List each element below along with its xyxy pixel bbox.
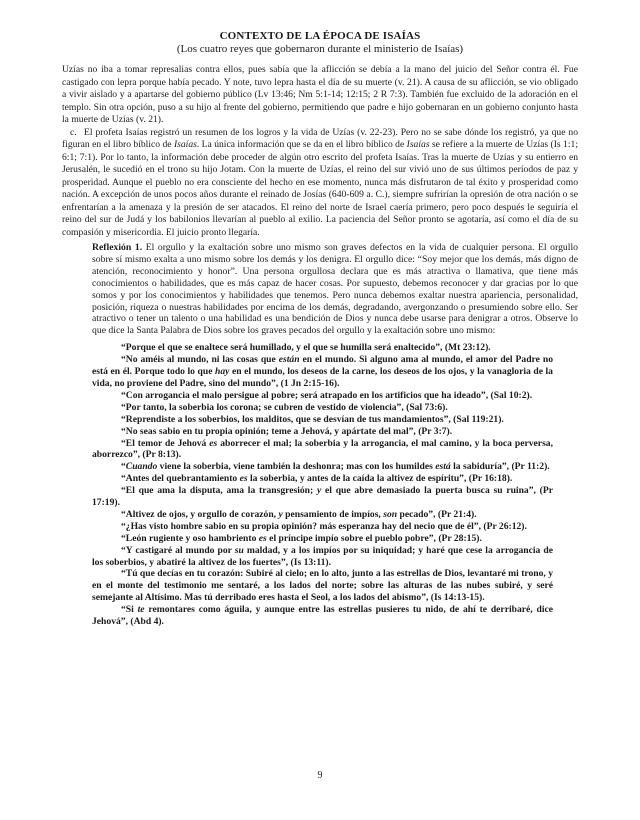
paragraph-isaias-registro — [62, 127, 578, 240]
page-number: 9 — [317, 770, 323, 781]
scripture-quote: “Reprendiste a los soberbios, los malditos, que se desvían de tus mandamientos”, (Sal 119:21). — [121, 413, 504, 425]
paragraph-uzias: Uzías no iba a tomar represalias contra ellos, pues sabía que la aflicción se debía a la mano del juicio del Señor contra él. Fue castigado con lepra porque había pecado. Y note, tuvo lepra hasta el día de su muerte (v. 21). A causa de su aflicción, se vio obligado a vivir aislado y a apartarse del gobierno público (Lv 13:46; Nm 5:1-14; 12:15; 2 R 7:3). También fue excluido de la adoración en el templo. Sin otra opción, puso a su hijo al frente del gobierno, permitiendo que padre e hijo gobernaran en un gobierno conjunto hasta la muerte de Uzías (v. 21). — [62, 64, 578, 125]
reflection-text: El orgullo y la exaltación sobre uno mismo son graves defectos en la vida de cualquier persona. El orgullo sobre sí mismo exalta a uno mismo sobre los demás y los denigra. El orgullo dice: “Soy mejor que los demás, más digno de atención, reconocimiento y honor”. Una persona orgullosa declara que es más atractiva o llamativa, que tiene más conocimientos o habilidades, que es más capaz de hacer cosas. Por supuesto, debemos reconocer y dar gracias por lo que somos y por los conocimientos y habilidades que tenemos. Pero nunca debemos exaltar nuestra apariencia, personalidad, posición, riqueza o nuestras habilidades por encima de los demás, degradando, avergonzando o presumiendo sobre ello. Ser atractivo o tener un talento o una habilidad es una bendición de Dios y nunca debe usarse para denigrar a otros. Observe lo que dice la Santa Palabra de Dios sobre los graves pecados del orgullo y la exaltación sobre uno mismo: — [92, 242, 578, 337]
list-marker-c: c. — [70, 126, 77, 138]
scripture-quote: “¿Has visto hombre sabio en su propia opinión? más esperanza hay del necio que de él”, (Pr 26:12). — [121, 520, 527, 532]
scripture-quote: “Con arrogancia el malo persigue al pobre; será atrapado en los artificios que ha ideado”, (Sal 10:2). — [121, 389, 533, 401]
scripture-quote: “Altivez de ojos, y orgullo de corazón, y pensamiento de impíos, son pecado”, (Pr 21:4). — [121, 508, 477, 520]
reflection-paragraph — [92, 242, 578, 337]
scripture-quote: “No améis al mundo, ni las cosas que están en el mundo. Si alguno ama al mundo, el amor del Padre no está en él. Porque todo lo que hay en el mundo, los deseos de la carne, los deseos de los ojos, y la vanagloria de la vida, no proviene del Padre, sino del mundo”, (1 Jn 2:15-16). — [92, 354, 553, 389]
scripture-quote: “Porque el que se enaltece será humillado, y el que se humilla será enaltecido”, (Mt 23:12). — [121, 342, 491, 354]
scripture-quote: “Y castigaré al mundo por su maldad, y a los impíos por su iniquidad; y haré que cese la arrogancia de los soberbios, y abatiré la altivez de los fuertes”, (Is 13:11). — [92, 544, 553, 568]
reflection-label: Reflexión 1. — [92, 242, 143, 253]
scripture-quote: “Antes del quebrantamiento es la soberbia, y antes de la caída la altivez de espíritu”, (Pr 16:18). — [121, 473, 513, 485]
scripture-quote: “Por tanto, la soberbia los corona; se cubren de vestido de violencia”, (Sal 73:6). — [121, 401, 448, 413]
page-subtitle: (Los cuatro reyes que gobernaron durante el ministerio de Isaías) — [176, 43, 464, 55]
paragraph-text: El profeta Isaías registró un resumen de los logros y la vida de Uzías (v. 22-23). Pero no se sabe dónde los registró, ya que no figuran en el libro bíblico de Isaías. La única información que se da en el libro bíblico de Isaías se refiere a la muerte de Uzías (Is 1:1; 6:1; 7:1). Por lo tanto, la información debe proceder de algún otro escrito del profeta Isaías. Tras la muerte de Uzías y su entierro en Jerusalén, le sucedió en el trono su hijo Jotam. Con la muerte de Uzías, el reino del sur vivió uno de sus últimos períodos de paz y prosperidad. Aunque el pueblo no era consciente del hecho en ese momento, nunca más disfrutaron de tal éxito y prosperidad como nación. A excepción de unos pocos años durante el reinado de Josías (640-609 a. C.), siempre sufrirían la opresión de otra nación o se enfrentarían a la amenaza y la presión de ser atacados. El reino del norte de Israel caería primero, pero poco después le seguiría el reino del sur de Judá y los babilonios llevarían al pueblo al exilio. La paciencia del Señor pronto se agotaría, así como el día de su compasión y misericordia. El juicio pronto llegaría. — [62, 126, 578, 238]
scripture-quote: “León rugiente y oso hambriento es el príncipe impío sobre el pueblo pobre”, (Pr 28:15). — [121, 532, 482, 544]
quotes-list — [92, 342, 553, 628]
body-text — [62, 64, 578, 239]
scripture-quote: “Si te remontares como águila, y aunque entre las estrellas pusieres tu nido, de ahí te derribaré, dice Jehová”, (Abd 4). — [92, 604, 553, 628]
scripture-quote: “No seas sabio en tu propia opinión; teme a Jehová, y apártate del mal”, (Pr 3:7). — [121, 425, 453, 437]
scripture-quote: “El que ama la disputa, ama la transgresión; y el que abre demasiado la puerta busca su ruina”, (Pr 17:19). — [92, 485, 553, 509]
page-content — [62, 30, 578, 628]
page-title: CONTEXTO DE LA ÉPOCA DE ISAÍAS — [219, 30, 421, 42]
scripture-quote: “El temor de Jehová es aborrecer el mal; la soberbia y la arrogancia, el mal camino, y la boca perversa, aborrezco”, (Pr 8:13). — [92, 437, 553, 461]
scripture-quote: “Tú que decías en tu corazón: Subiré al cielo; en lo alto, junto a las estrellas de Dios, levantaré mi trono, y en el monte del testimonio me sentaré, a los lados del norte; sobre las alturas de las nubes subiré, y seré semejante al Altísimo. Mas tú derribado eres hasta el Seol, a los lados del abismo”, (Is 14:13-15). — [92, 568, 553, 604]
scripture-quote: “Cuando viene la soberbia, viene también la deshonra; mas con los humildes está la sabiduría”, (Pr 11:2). — [121, 461, 550, 473]
